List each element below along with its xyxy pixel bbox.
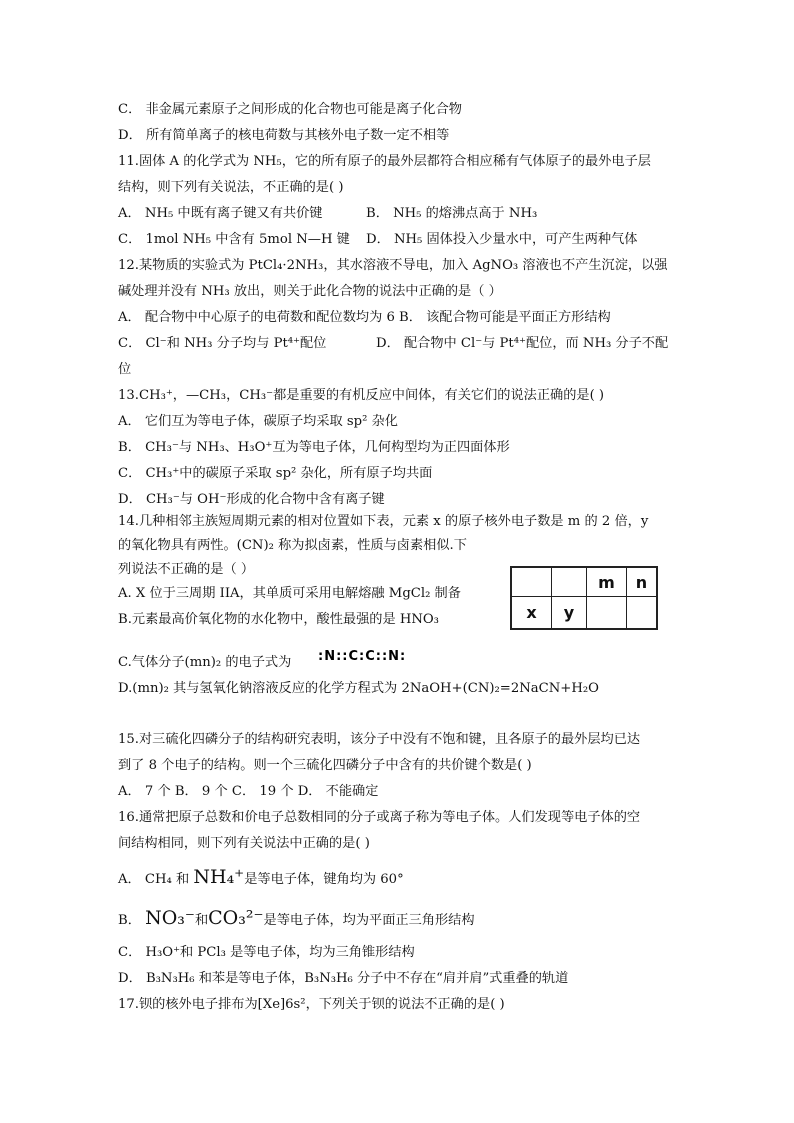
table-cell-y: y	[552, 597, 587, 628]
q17-stem: 17.钡的核外电子排布为[Xe]6s²，下列关于钡的说法不正确的是( )	[118, 997, 505, 1012]
q16-a-suffix: 是等电子体，键角均为 60°	[244, 872, 404, 887]
q13-option-c: C． CH₃⁺中的碳原子采取 sp² 杂化，所有原子均共面	[118, 466, 433, 481]
q14-option-b: B.元素最高价氧化物的水化物中，酸性最强的是 HNO₃	[118, 612, 439, 627]
q16-stem-1: 16.通常把原子总数和价电子总数相同的分子或离子称为等电子体。人们发现等电子体的空	[118, 810, 641, 825]
q16-option-d: D． B₃N₃H₆ 和苯是等电子体，B₃N₃H₆ 分子中不存在“肩并肩”式重叠的轨道	[118, 971, 569, 986]
q14-stem-3: 列说法不正确的是（ ）	[118, 562, 255, 577]
no3-formula: NO₃⁻	[145, 907, 195, 929]
nh4-formula: NH₄⁺	[193, 866, 245, 888]
q15-stem-2: 到了 8 个电子的结构。则一个三硫化四磷分子中含有的共价键个数是( )	[118, 758, 532, 773]
q11-stem-2: 结构，则下列有关说法，不正确的是( )	[118, 180, 344, 195]
q16-option-b	[118, 909, 475, 930]
q16-stem-2: 间结构相同，则下列有关说法中正确的是( )	[118, 836, 370, 851]
q12-option-c: C． Cl⁻和 NH₃ 分子均与 Pt⁴⁺配位	[118, 336, 327, 351]
q15-options: A． 7 个 B． 9 个 C． 19 个 D． 不能确定	[118, 784, 379, 799]
table-cell	[587, 597, 627, 628]
q14-stem-1: 14.几种相邻主族短周期元素的相对位置如下表，元素 x 的原子核外电子数是 m 的 2 倍，y	[118, 514, 649, 529]
table-cell	[627, 597, 656, 628]
q11-option-b: B． NH₅ 的熔沸点高于 NH₃	[366, 206, 538, 221]
table-cell	[512, 568, 552, 597]
line-d10: D． 所有简单离子的核电荷数与其核外电子数一定不相等	[118, 128, 450, 143]
table-cell-n: n	[627, 568, 656, 597]
q14-option-c: C.气体分子(mn)₂ 的电子式为	[118, 655, 292, 670]
q13-option-b: B． CH₃⁻与 NH₃、H₃O⁺互为等电子体，几何构型均为正四面体形	[118, 440, 510, 455]
q13-option-a: A． 它们互为等电子体，碳原子均采取 sp² 杂化	[118, 414, 398, 429]
q16-option-a	[118, 868, 404, 889]
table-cell-m: m	[587, 568, 627, 597]
q12-option-d: D． 配合物中 Cl⁻与 Pt⁴⁺配位，而 NH₃ 分子不配	[376, 336, 669, 351]
table-cell	[552, 568, 587, 597]
q12-stem-1: 12.某物质的实验式为 PtCl₄·2NH₃，其水溶液不导电，加入 AgNO₃ 溶液也不产生沉淀，以强	[118, 258, 668, 273]
q12-option-d-cont: 位	[118, 362, 132, 377]
q11-option-d: D． NH₅ 固体投入少量水中，可产生两种气体	[366, 232, 638, 247]
q11-option-a: A． NH₅ 中既有离子键又有共价键	[118, 206, 323, 221]
electron-dot-formula	[318, 646, 414, 666]
q11-option-c: C． 1mol NH₅ 中含有 5mol N—H 键	[118, 232, 350, 247]
q14-option-a: A. X 位于三周期 IIA，其单质可采用电解熔融 MgCl₂ 制备	[118, 586, 461, 601]
co3-formula: CO₃²⁻	[208, 907, 264, 929]
q16-a-prefix: A． CH₄ 和	[118, 872, 190, 887]
q12-stem-2: 碱处理并没有 NH₃ 放出，则关于此化合物的说法中正确的是（ ）	[118, 284, 502, 299]
line-c10: C． 非金属元素原子之间形成的化合物也可能是离子化合物	[118, 102, 462, 117]
q13-stem: 13.CH₃⁺，—CH₃，CH₃⁻都是重要的有机反应中间体，有关它们的说法正确的是( )	[118, 388, 605, 403]
q14-stem-2: 的氧化物具有两性。(CN)₂ 称为拟卤素，性质与卤素相似.下	[118, 538, 467, 553]
q14-option-d: D.(mn)₂ 其与氢氧化钠溶液反应的化学方程式为 2NaOH+(CN)₂=2NaCN+H₂O	[118, 681, 599, 696]
svg-text::N::C:C::N:: :N::C:C::N:	[318, 649, 407, 664]
q16-b-prefix: B．	[118, 913, 141, 928]
q11-stem-1: 11.固体 A 的化学式为 NH₅，它的所有原子的最外层都符合相应稀有气体原子的最外电子层	[118, 154, 651, 169]
q16-option-c: C． H₃O⁺和 PCl₃ 是等电子体，均为三角锥形结构	[118, 945, 415, 960]
q13-option-d: D． CH₃⁻与 OH⁻形成的化合物中含有离子键	[118, 492, 385, 507]
table-cell-x: x	[512, 597, 552, 628]
q16-b-suffix: 是等电子体，均为平面正三角形结构	[263, 913, 475, 928]
q12-options-ab: A． 配合物中中心原子的电荷数和配位数均为 6 B． 该配合物可能是平面正方形结构	[118, 310, 611, 325]
q16-b-mid: 和	[194, 913, 209, 928]
q15-stem-1: 15.对三硫化四磷分子的结构研究表明，该分子中没有不饱和键，且各原子的最外层均已达	[118, 732, 641, 747]
periodic-position-table	[510, 566, 658, 630]
